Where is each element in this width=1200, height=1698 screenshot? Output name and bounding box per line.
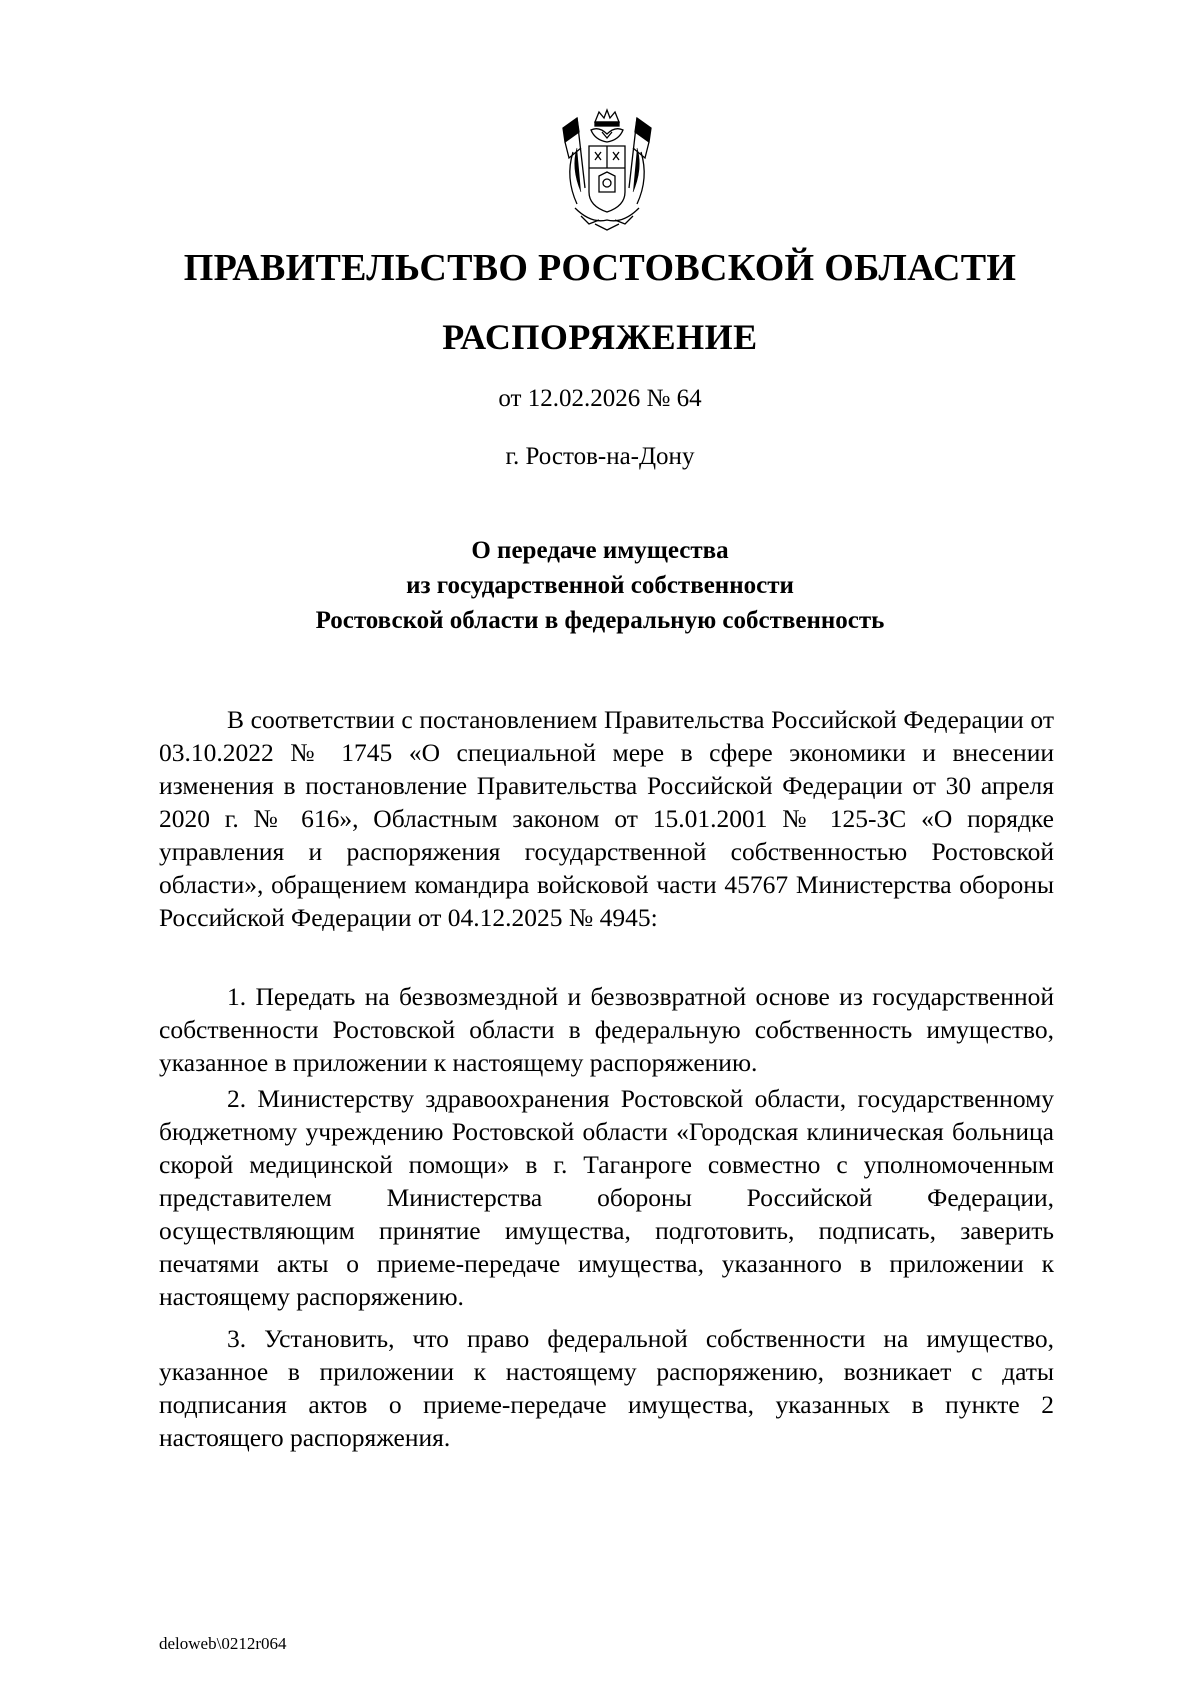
coat-of-arms-icon bbox=[555, 108, 659, 232]
item-paragraph: 1. Передать на безвозмездной и безвозвратной основе из государственной собственности Ростовской области в федеральную собственность имущество, указанное в приложении к настоящему распоряжению. bbox=[159, 982, 1054, 1077]
item-paragraph: 3. Установить, что право федеральной собственности на имущество, указанное в приложении к настоящему распоряжению, возникает с даты подписания актов о приеме-передаче имущества, указанных в пункте 2 настоящего распоряжения. bbox=[159, 1324, 1054, 1452]
document-type-heading: РАСПОРЯЖЕНИЕ bbox=[442, 317, 758, 357]
item-block-3 bbox=[159, 1322, 1054, 1454]
preamble-block bbox=[159, 703, 1054, 934]
footer-document-code: deloweb\0212r064 bbox=[159, 1634, 287, 1653]
subject-line: Ростовской области в федеральную собственность bbox=[315, 607, 885, 634]
preamble-paragraph: В соответствии с постановлением Правительства Российской Федерации от 03.10.2022 № 1745 «О специальной мере в сфере экономики и внесении изменения в постановление Правительства Российской Федерации от 30 апреля 2020 г. № 616», Областным законом от 15.01.2001 № 125-ЗС «О порядке управления и распоряжения государственной собственностью Ростовской области», обращением командира войсковой части 45767 Министерства обороны Российской Федерации от 04.12.2025 № 4945: bbox=[159, 705, 1054, 932]
document-subject bbox=[0, 533, 1200, 638]
item-paragraph: 2. Министерству здравоохранения Ростовской области, государственному бюджетному учреждению Ростовской области «Городская клиническая больница скорой медицинской помощи» в г. Таганроге совместно с уполномоченным представителем Министерства обороны Российской Федерации, осуществляющим принятие имущества, подготовить, подписать, заверить печатями акты о приеме-передаче имущества, указанного в приложении к настоящему распоряжению. bbox=[159, 1084, 1054, 1311]
subject-line: О передаче имущества bbox=[471, 537, 729, 564]
item-block-1 bbox=[159, 980, 1054, 1079]
document-date-number: от 12.02.2026 № 64 bbox=[498, 385, 702, 412]
organization-title: ПРАВИТЕЛЬСТВО РОСТОВСКОЙ ОБЛАСТИ bbox=[183, 247, 1017, 289]
subject-line: из государственной собственности bbox=[406, 572, 794, 599]
item-block-2 bbox=[159, 1082, 1054, 1313]
document-city: г. Ростов-на-Дону bbox=[505, 443, 695, 470]
